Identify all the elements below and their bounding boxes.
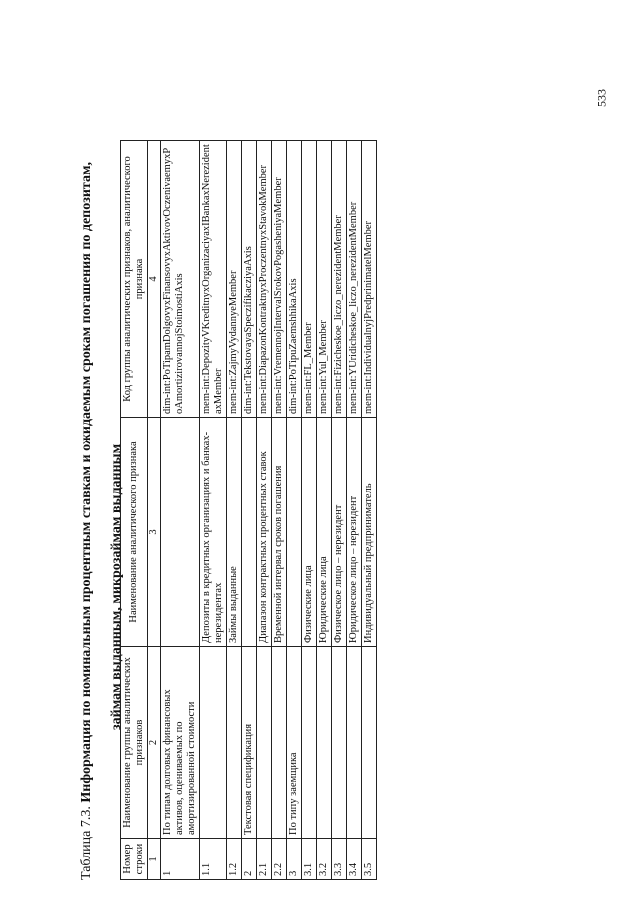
code-cell: mem-int:ZajmyVydannyeMember (227, 141, 242, 418)
table-row (272, 141, 287, 880)
row-number-cell: 2.2 (272, 839, 287, 880)
attribute-name-cell (242, 418, 257, 647)
table-row (227, 141, 242, 880)
rotated-content (72, 40, 632, 880)
table-row (332, 141, 347, 880)
page-number-text: 533 (594, 89, 609, 107)
group-name-cell (332, 647, 347, 839)
code-cell: dim-int:TekstovayaSpeczifikacziyaAxis (242, 141, 257, 418)
table-row (362, 141, 377, 880)
group-name-cell: По типу заемщика (287, 647, 302, 839)
attribute-name-cell: Юридическое лицо – нерезидент (347, 418, 362, 647)
caption-label: Таблица 7.3. (79, 806, 94, 880)
group-name-cell (200, 647, 227, 839)
caption-title-2: займам выданным, микрозаймам выданным (109, 443, 124, 730)
caption-line-1 (72, 40, 102, 880)
attribute-name-cell: Временной интервал сроков погашения (272, 418, 287, 647)
data-table (120, 140, 377, 880)
attribute-name-cell: Юридические лица (317, 418, 332, 647)
group-name-cell (257, 647, 272, 839)
code-cell: mem-int:Fizicheskoe_liczo_nerezidentMember (332, 141, 347, 418)
code-cell: mem-int:DepozityVKreditnyxOrganizaciyaxIBankaxNerezidentaxMember (200, 141, 227, 418)
table-row (317, 141, 332, 880)
code-cell: mem-int:VremennojIntervalSrokovPogasheniyaMember (272, 141, 287, 418)
code-cell: mem-int:IndividualnyjPredprinimatelMember (362, 141, 377, 418)
column-number: 1 (148, 839, 161, 880)
group-name-cell (317, 647, 332, 839)
attribute-name-cell (161, 418, 200, 647)
group-name-cell: По типам долговых финансовых активов, оцениваемых по амортизированной стоимости (161, 647, 200, 839)
header-cell: Номер строки (121, 839, 148, 880)
code-cell: dim-int:PoTipamDolgovyxFinansovyxAktivovOczenivaemyxPoAmortizirovannojStoimostiAxis (161, 141, 200, 418)
attribute-name-cell: Диапазон контрактных процентных ставок (257, 418, 272, 647)
attribute-name-cell: Займы выданные (227, 418, 242, 647)
row-number-cell: 1.1 (200, 839, 227, 880)
header-cell: Наименование аналитического признака (121, 418, 148, 647)
header-cell: Код группы аналитических признаков, аналитического признака (121, 141, 148, 418)
row-number-cell: 3.1 (302, 839, 317, 880)
table-row (161, 141, 200, 880)
attribute-name-cell (287, 418, 302, 647)
attribute-name-cell: Депозиты в кредитных организациях и банках-нерезидентах (200, 418, 227, 647)
code-cell: mem-int:FL_Member (302, 141, 317, 418)
group-name-cell (362, 647, 377, 839)
code-cell: mem-int:DiapazonKontraktnyxProczentnyxStavokMember (257, 141, 272, 418)
column-number: 3 (148, 418, 161, 647)
row-number-cell: 3 (287, 839, 302, 880)
table-row (302, 141, 317, 880)
attribute-name-cell: Физические лица (302, 418, 317, 647)
row-number-cell: 3.4 (347, 839, 362, 880)
column-number-row (148, 141, 161, 880)
code-cell: mem-int:Yul_Member (317, 141, 332, 418)
group-name-cell (347, 647, 362, 839)
group-name-cell (227, 647, 242, 839)
table-row (200, 141, 227, 880)
row-number-cell: 1.2 (227, 839, 242, 880)
group-name-cell (272, 647, 287, 839)
row-number-cell: 3.2 (317, 839, 332, 880)
attribute-name-cell: Индивидуальный предприниматель (362, 418, 377, 647)
code-cell: dim-int:PoTipuZaemshhikaAxis (287, 141, 302, 418)
column-number: 4 (148, 141, 161, 418)
caption-title-1: Информация по номинальным процентным ставкам и ожидаемым срокам погашения по депозитам, (79, 161, 94, 803)
table-row (287, 141, 302, 880)
column-number: 2 (148, 647, 161, 839)
header-row (121, 141, 148, 880)
table-row (257, 141, 272, 880)
group-name-cell (302, 647, 317, 839)
header-cell: Наименование группы аналитических признаков (121, 647, 148, 839)
table-row (347, 141, 362, 880)
group-name-cell: Текстовая спецификация (242, 647, 257, 839)
row-number-cell: 3.5 (362, 839, 377, 880)
row-number-cell: 1 (161, 839, 200, 880)
table-row (242, 141, 257, 880)
row-number-cell: 2 (242, 839, 257, 880)
row-number-cell: 2.1 (257, 839, 272, 880)
code-cell: mem-int:YUridicheskoe_liczo_nerezidentMember (347, 141, 362, 418)
attribute-name-cell: Физическое лицо – нерезидент (332, 418, 347, 647)
row-number-cell: 3.3 (332, 839, 347, 880)
